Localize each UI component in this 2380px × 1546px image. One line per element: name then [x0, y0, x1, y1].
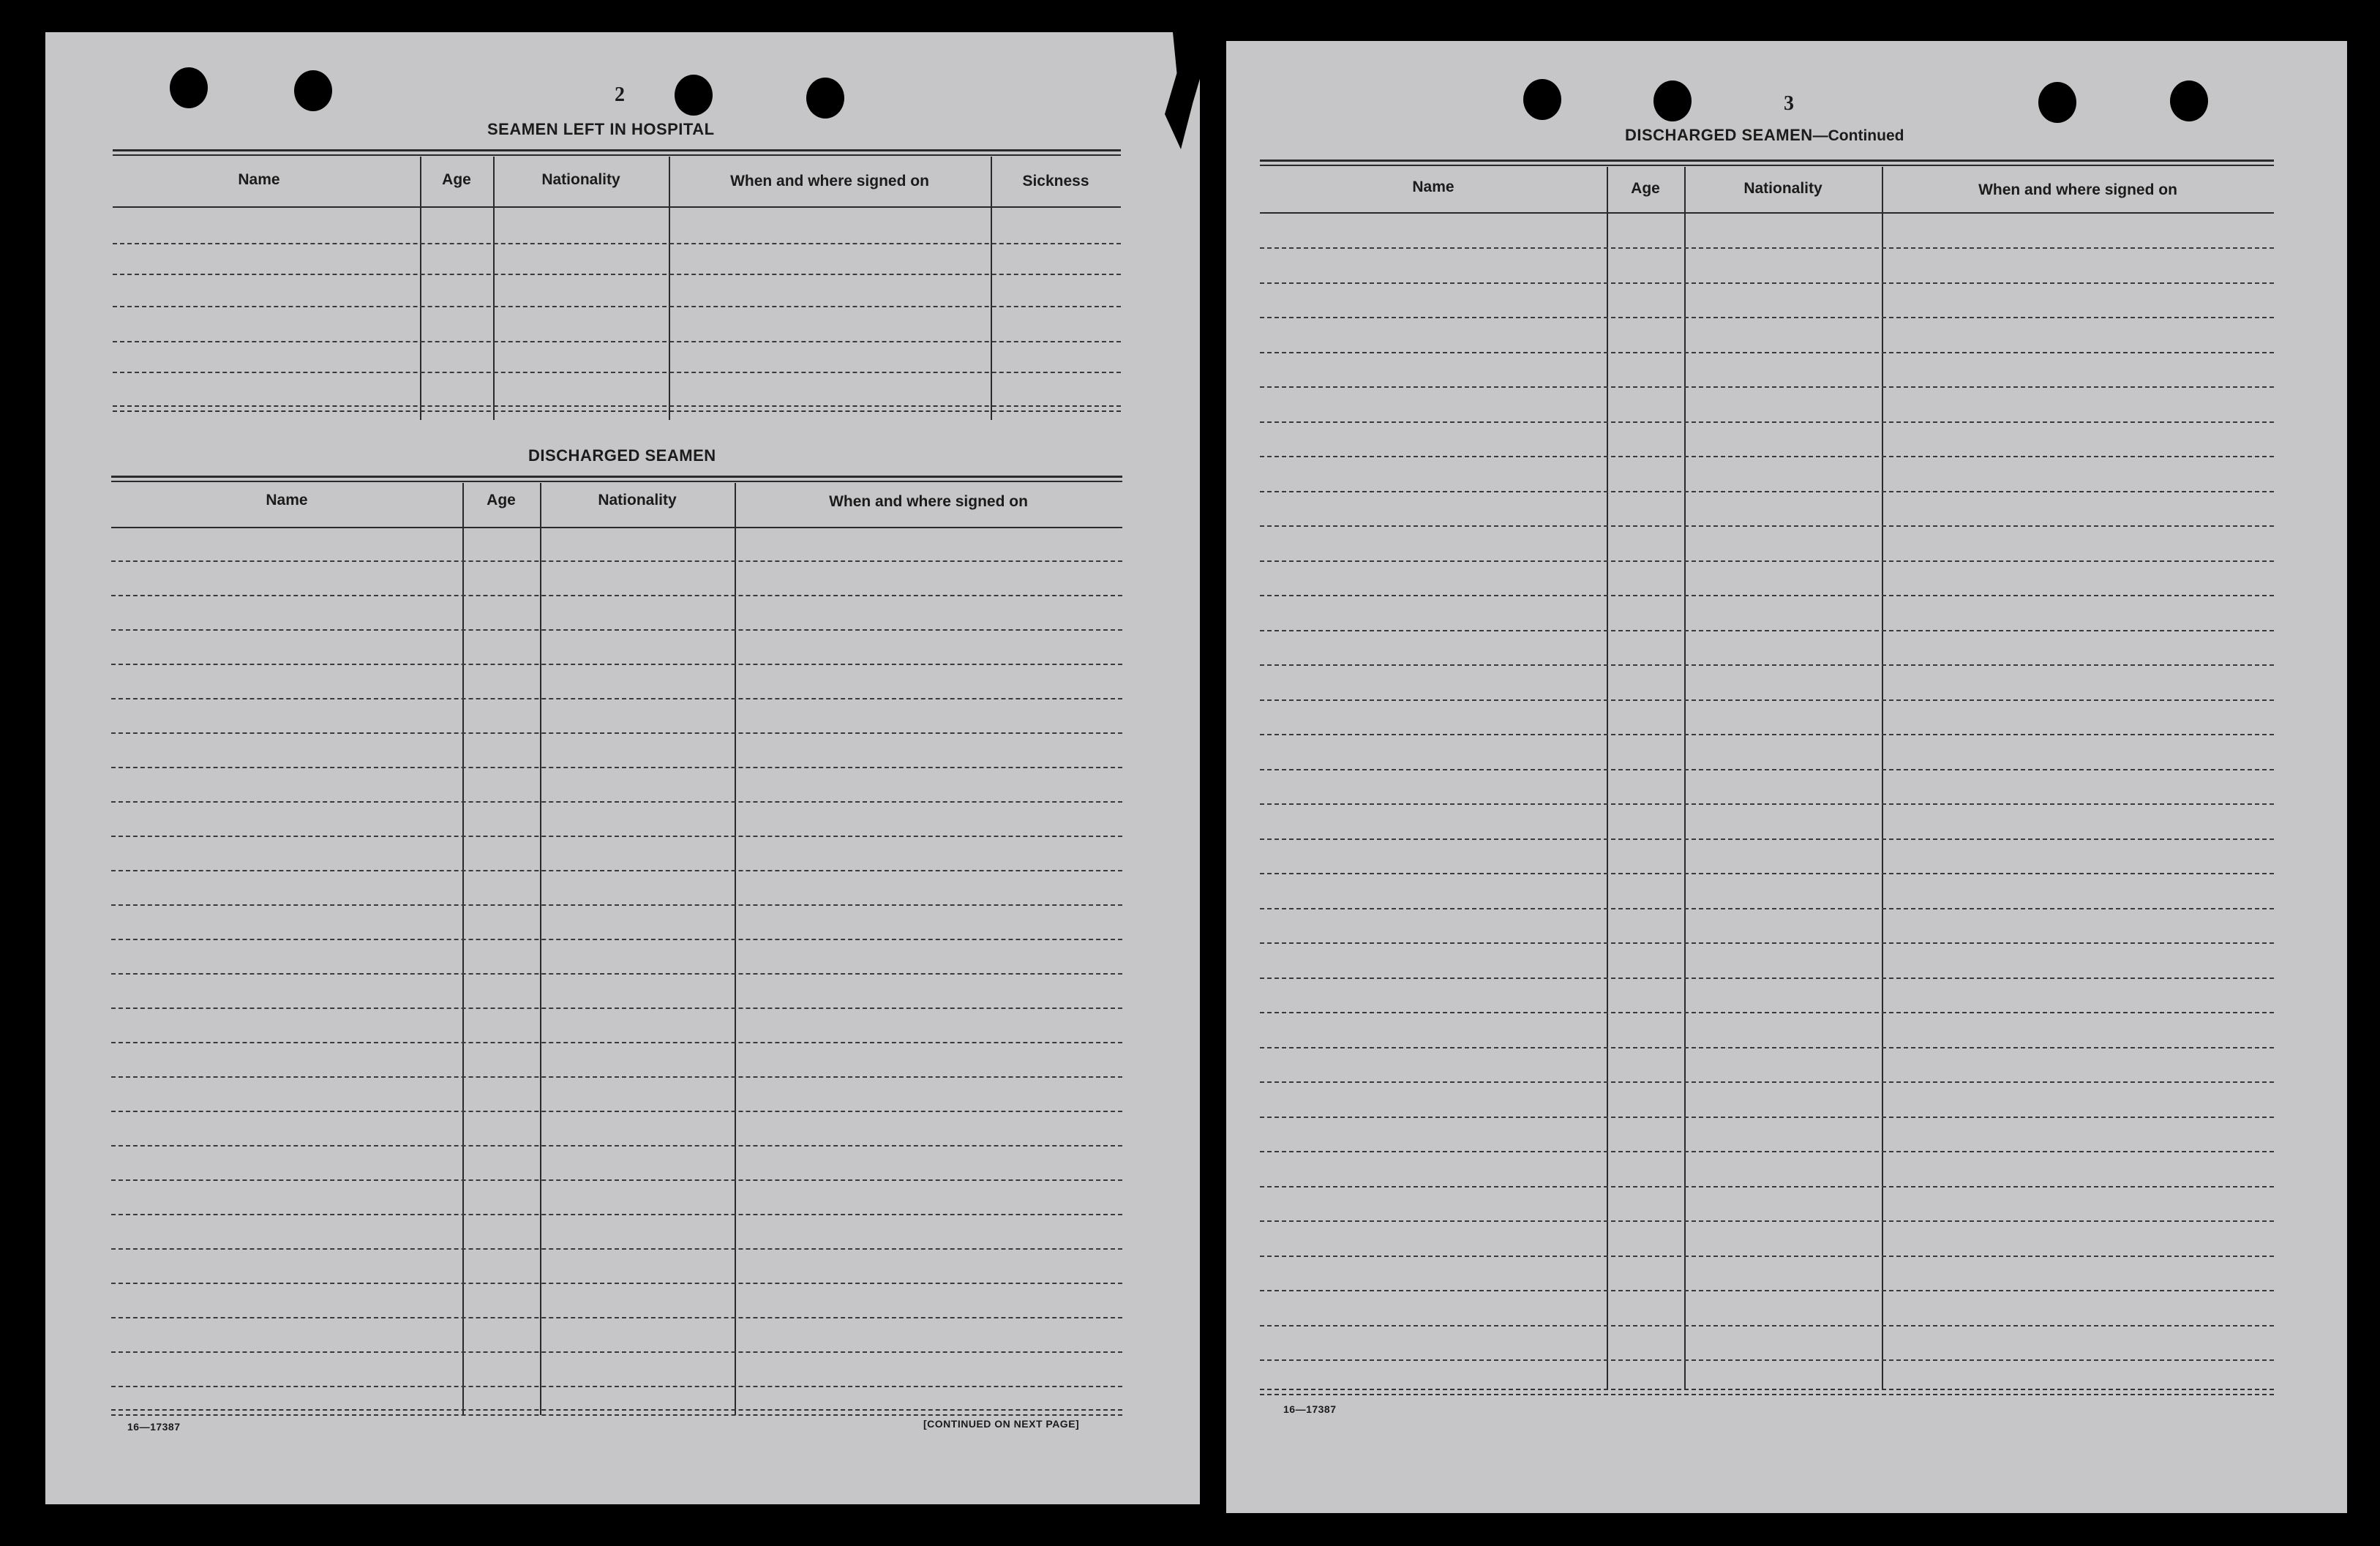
table-row — [111, 560, 1122, 562]
col-age: Age — [487, 492, 516, 509]
table-row — [1260, 1290, 2274, 1291]
table-row — [1260, 1151, 2274, 1152]
table-row — [1260, 1325, 2274, 1327]
table-row — [111, 1111, 1122, 1112]
table-row — [1260, 386, 2274, 388]
table-row — [1260, 352, 2274, 353]
table-row — [1260, 421, 2274, 423]
table-row — [1260, 1186, 2274, 1187]
discharged-continued-title — [1625, 126, 1904, 145]
title-main: DISCHARGED SEAMEN — [1625, 126, 1813, 144]
table-row — [111, 1317, 1122, 1318]
table-row — [111, 1386, 1122, 1387]
table-row — [1260, 769, 2274, 770]
table-row — [111, 870, 1122, 871]
col-age: Age — [442, 171, 471, 188]
continued-note: [CONTINUED ON NEXT PAGE] — [923, 1418, 1080, 1430]
table-row — [1260, 1081, 2274, 1083]
col-nationality: Nationality — [1743, 180, 1822, 197]
table-row — [111, 801, 1122, 803]
table-row — [1260, 908, 2274, 909]
table-row — [111, 1145, 1122, 1147]
page-number: 2 — [615, 83, 625, 106]
punch-hole — [1653, 80, 1692, 121]
table-row — [1260, 873, 2274, 874]
right-page — [1226, 41, 2347, 1513]
discharged-section-title: DISCHARGED SEAMEN — [528, 446, 716, 465]
table-row — [111, 1351, 1122, 1353]
col-sickness: Sickness — [1022, 173, 1089, 190]
punch-hole — [2170, 80, 2208, 121]
col-name: Name — [238, 171, 280, 188]
col-name: Name — [266, 492, 308, 509]
table-row — [111, 595, 1122, 596]
table-row — [111, 836, 1122, 837]
table-row — [111, 767, 1122, 768]
punch-hole — [1523, 79, 1561, 120]
table-row — [111, 1007, 1122, 1009]
table-row — [1260, 595, 2274, 596]
table-row — [1260, 664, 2274, 666]
table-row — [111, 904, 1122, 906]
table-row — [111, 1214, 1122, 1215]
col-nationality: Nationality — [598, 492, 677, 509]
col-when-where: When and where signed on — [1978, 181, 2177, 198]
table-row — [111, 732, 1122, 734]
table-row — [111, 1283, 1122, 1284]
table-row — [1260, 317, 2274, 318]
table-row — [111, 664, 1122, 665]
table-row — [1260, 1359, 2274, 1361]
punch-hole — [675, 75, 713, 116]
table-row — [1260, 630, 2274, 631]
table-row — [111, 1248, 1122, 1250]
table-row — [111, 1076, 1122, 1078]
table-row — [1260, 1256, 2274, 1257]
col-when-where: When and where signed on — [829, 493, 1028, 510]
table-row — [1260, 560, 2274, 562]
hospital-section-title: SEAMEN LEFT IN HOSPITAL — [487, 120, 715, 138]
col-nationality: Nationality — [541, 171, 620, 188]
table-row — [1260, 1117, 2274, 1118]
discharged-table — [111, 476, 1122, 1449]
punch-hole — [2038, 82, 2076, 123]
page-number: 3 — [1784, 92, 1794, 115]
table-row — [1260, 1012, 2274, 1013]
table-row — [1260, 491, 2274, 492]
table-row — [1260, 699, 2274, 701]
table-row — [1260, 942, 2274, 944]
col-age: Age — [1631, 180, 1660, 197]
table-row — [1260, 1047, 2274, 1048]
table-row — [1260, 803, 2274, 805]
punch-hole — [806, 78, 844, 119]
table-row — [1260, 838, 2274, 840]
table-row — [111, 1179, 1122, 1181]
table-row — [1260, 977, 2274, 979]
table-row — [111, 698, 1122, 699]
table-row — [1260, 456, 2274, 457]
table-row — [1260, 282, 2274, 284]
title-suffix: —Continued — [1812, 127, 1904, 144]
table-row — [1260, 525, 2274, 527]
col-when-where: When and where signed on — [730, 173, 929, 190]
table-row — [1260, 247, 2274, 249]
table-row — [111, 1042, 1122, 1043]
table-row — [1260, 1220, 2274, 1222]
table-row — [111, 939, 1122, 940]
table-row — [1260, 734, 2274, 735]
hospital-table — [113, 149, 1121, 457]
left-page — [45, 32, 1200, 1504]
table-row — [111, 973, 1122, 975]
table-row — [111, 629, 1122, 631]
form-code: 16—17387 — [1283, 1403, 1337, 1415]
discharged-continued-table — [1260, 160, 2274, 1447]
col-name: Name — [1412, 179, 1454, 195]
punch-hole — [294, 70, 332, 111]
punch-hole — [170, 67, 208, 108]
form-code: 16—17387 — [127, 1421, 181, 1433]
